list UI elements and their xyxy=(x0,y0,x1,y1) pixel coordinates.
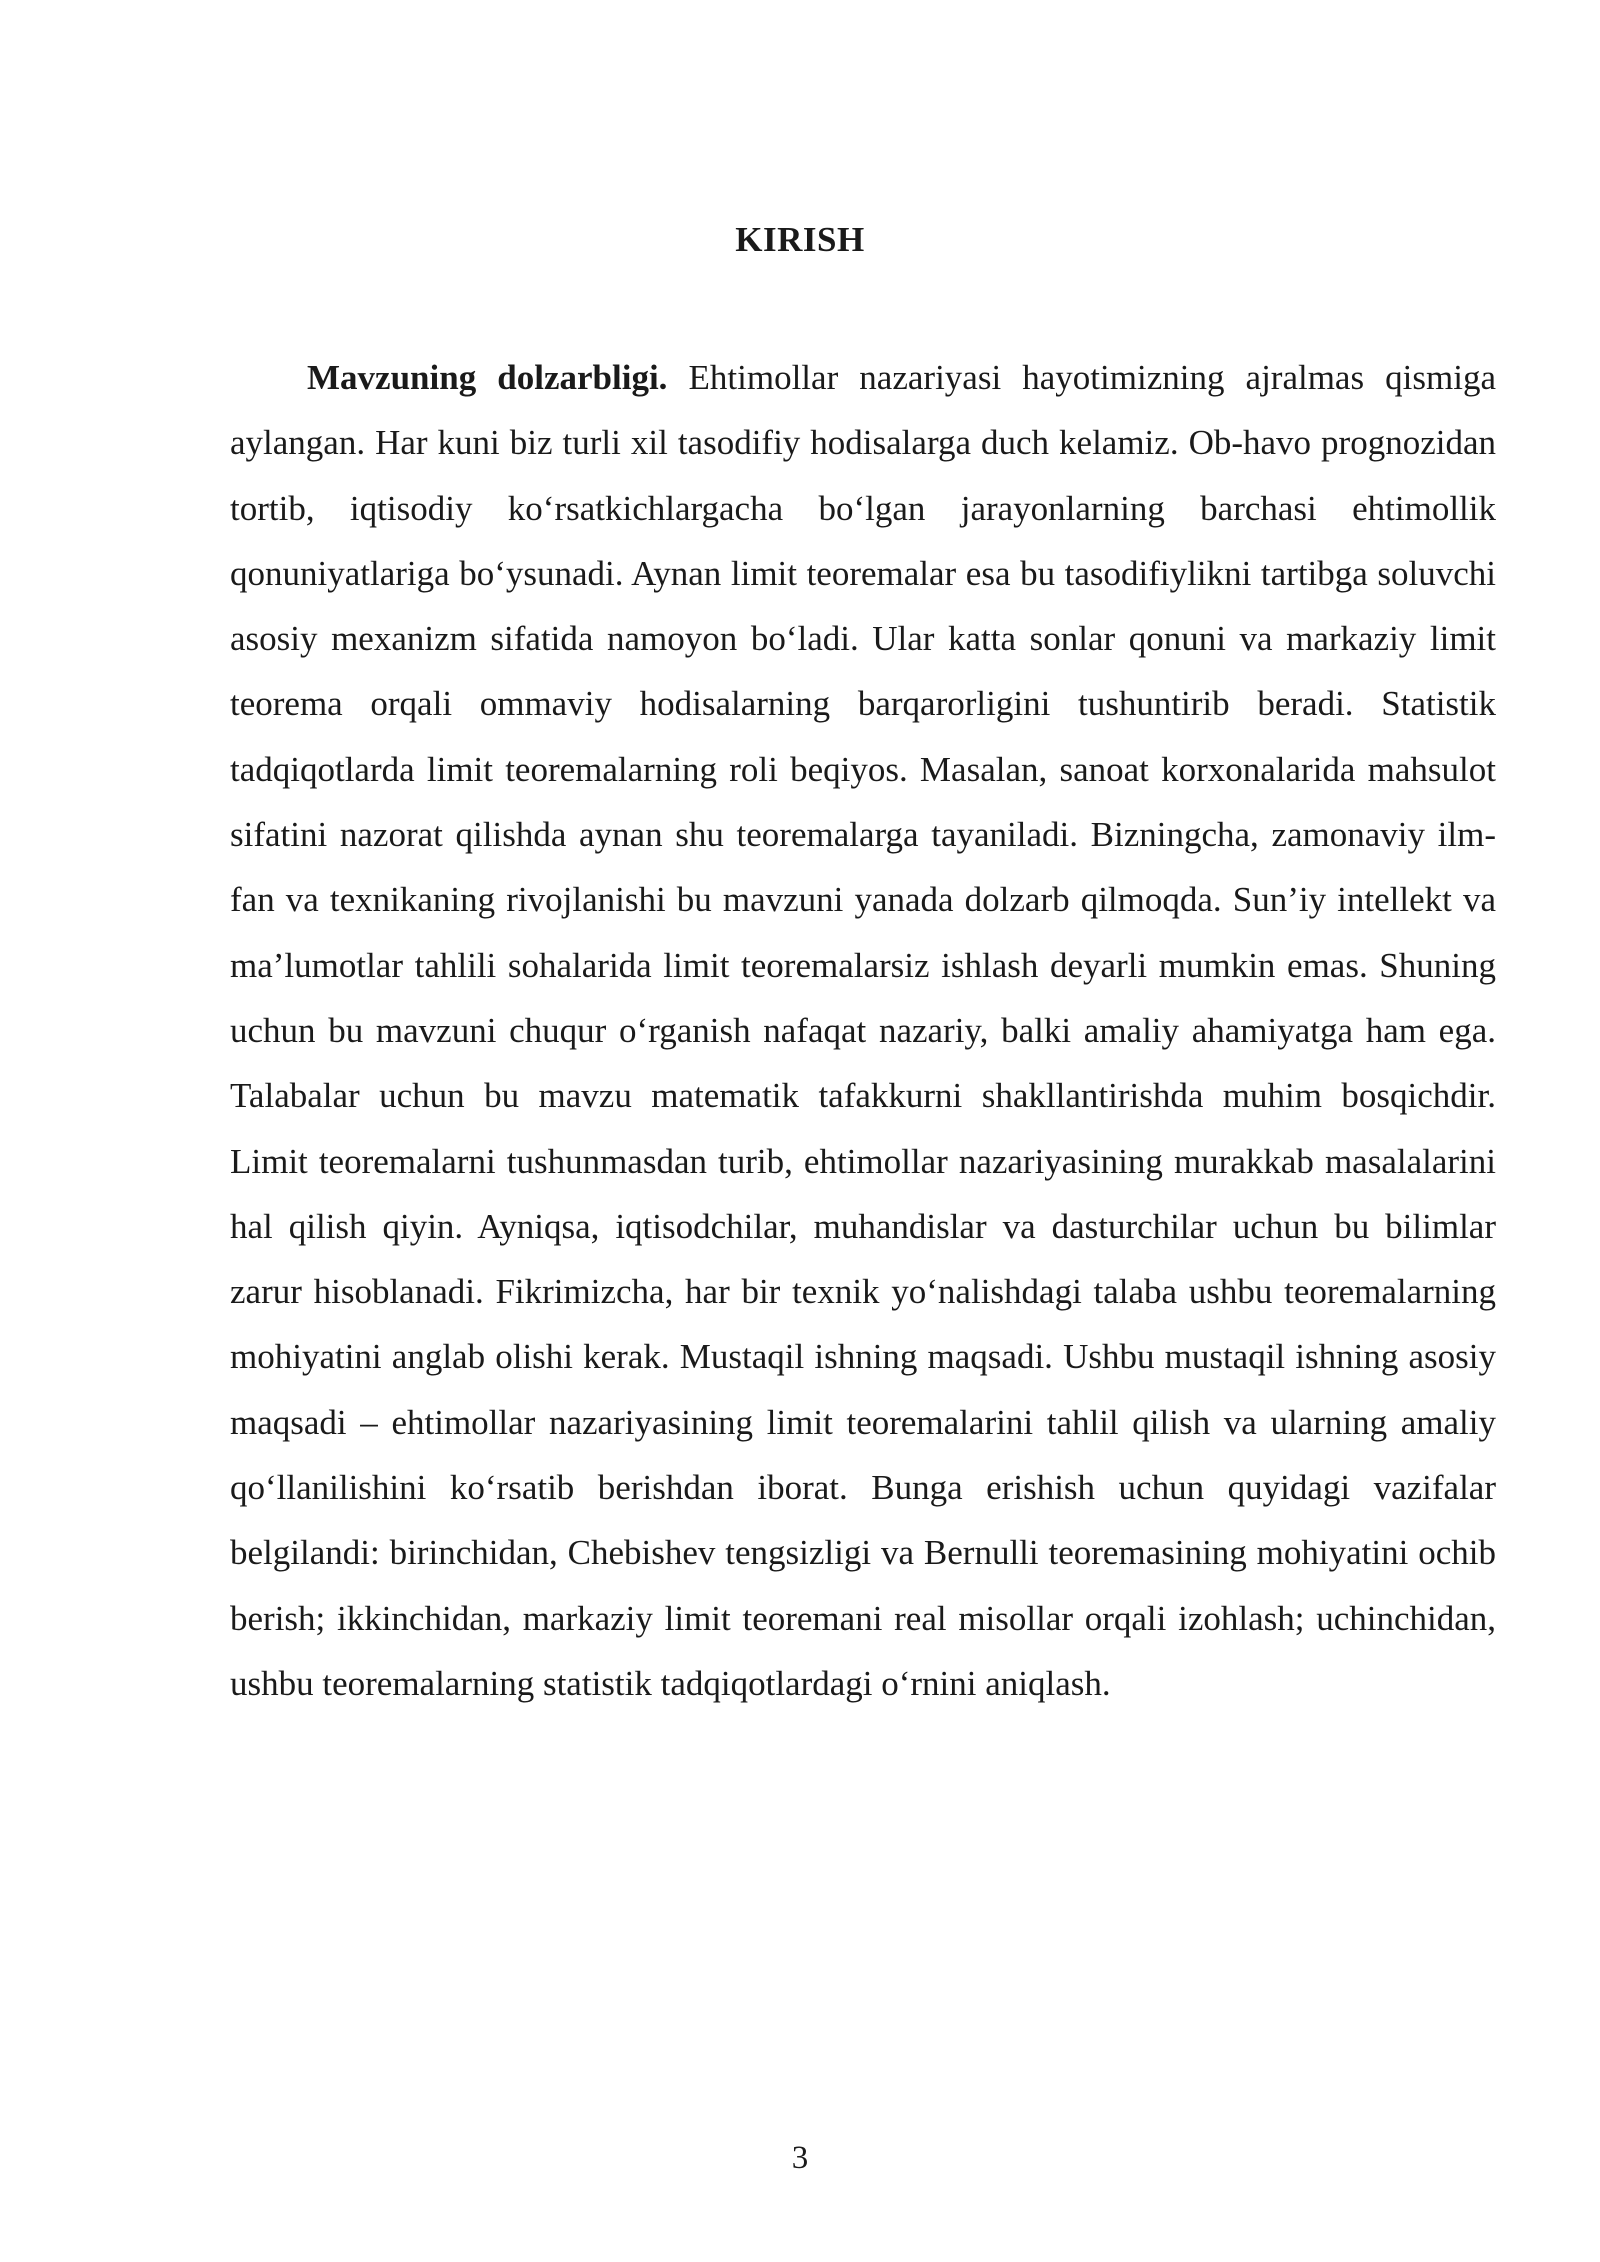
paragraph-lead-heading: Mavzuning dolzarbligi. xyxy=(307,358,668,397)
body-paragraph xyxy=(230,345,1496,1716)
paragraph-text: Ehtimollar nazariyasi hayotimizning ajralmas qismiga aylangan. Har kuni biz turli xil tasodifiy hodisalarga duch kelamiz. Ob-havo prognozidan tortib, iqtisodiy ko‘rsatkichlargacha bo‘lgan jarayonlarning barchasi ehtimollik qonuniyatlariga bo‘ysunadi. Aynan limit teoremalar esa bu tasodifiylikni tartibga soluvchi asosiy mexanizm sifatida namoyon bo‘ladi. Ular katta sonlar qonuni va markaziy limit teorema orqali ommaviy hodisalarning barqarorligini tushuntirib beradi. Statistik tadqiqotlarda limit teoremalarning roli beqiyos. Masalan, sanoat korxonalarida mahsulot sifatini nazorat qilishda aynan shu teoremalarga tayaniladi. Bizningcha, zamonaviy ilm-fan va texnikaning rivojlanishi bu mavzuni yanada dolzarb qilmoqda. Sun’iy intellekt va ma’lumotlar tahlili sohalarida limit teoremalarsiz ishlash deyarli mumkin emas. Shuning uchun bu mavzuni chuqur o‘rganish nafaqat nazariy, balki amaliy ahamiyatga ham ega. Talabalar uchun bu mavzu matematik tafakkurni shakllantirishda muhim bosqichdir. Limit teoremalarni tushunmasdan turib, ehtimollar nazariyasining murakkab masalalarini hal qilish qiyin. Ayniqsa, iqtisodchilar, muhandislar va dasturchilar uchun bu bilimlar zarur hisoblanadi. Fikrimizcha, har bir texnik yo‘nalishdagi talaba ushbu teoremalarning mohiyatini anglab olishi kerak. Mustaqil ishning maqsadi. Ushbu mustaqil ishning asosiy maqsadi – ehtimollar nazariyasining limit teoremalarini tahlil qilish va ularning amaliy qo‘llanilishini ko‘rsatib berishdan iborat. Bunga erishish uchun quyidagi vazifalar belgilandi: birinchidan, Chebishev tengsizligi va Bernulli teoremasining mohiyatini ochib berish; ikkinchidan, markaziy limit teoremani real misollar orqali izohlash; uchinchidan, ushbu teoremalarning statistik tadqiqotlardagi o‘rnini aniqlash. xyxy=(230,358,1497,1703)
section-title: KIRISH xyxy=(735,220,865,259)
page-number: 3 xyxy=(791,2140,809,2176)
